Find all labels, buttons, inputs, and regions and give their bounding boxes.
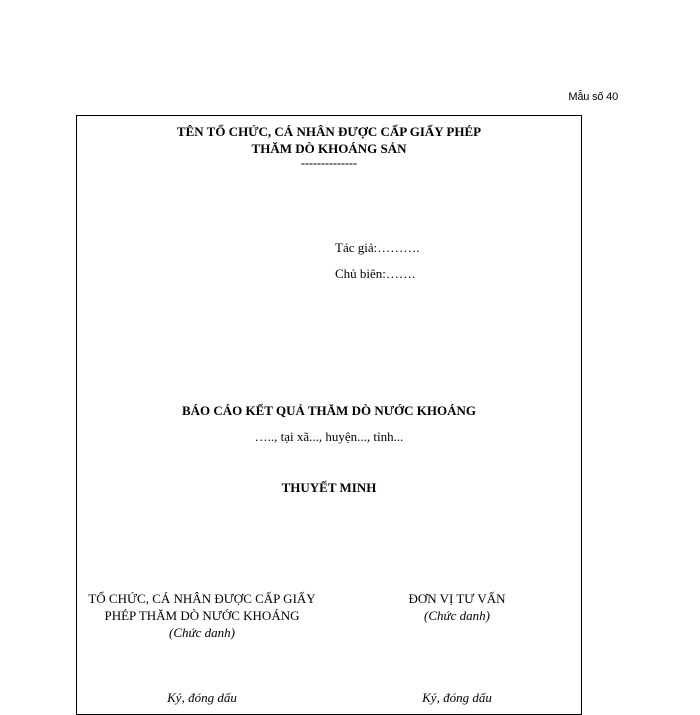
form-number: Mẫu số 40	[568, 91, 618, 103]
report-title: BÁO CÁO KẾT QUẢ THĂM DÒ NƯỚC KHOÁNG	[181, 403, 477, 418]
document-type-title: THUYẾT MINH	[281, 480, 377, 495]
author-line: Tác giả:……….	[335, 240, 420, 255]
consultant-signature-block	[377, 590, 537, 624]
consultant-title-hint: (Chức danh)	[424, 608, 490, 623]
organization-header	[77, 123, 581, 157]
licensee-name-line1: TỔ CHỨC, CÁ NHÂN ĐƯỢC CẤP GIẤY	[88, 591, 316, 606]
licensee-title-hint: (Chức danh)	[169, 625, 235, 640]
cover-page-frame	[76, 115, 582, 715]
organization-name-line2: THĂM DÒ KHOÁNG SẢN	[251, 141, 407, 156]
header-divider: --------------	[301, 156, 357, 170]
consultant-sign-hint: Ký, đóng dấu	[422, 690, 492, 705]
licensee-sign-hint: Ký, đóng dấu	[167, 690, 237, 705]
organization-name-line1: TÊN TỔ CHỨC, CÁ NHÂN ĐƯỢC CẤP GIẤY PHÉP	[176, 124, 482, 139]
consultant-name: ĐƠN VỊ TƯ VẤN	[408, 591, 506, 606]
report-location: ….., tại xã..., huyện..., tỉnh...	[254, 429, 404, 444]
chief-editor-line: Chủ biên:…….	[335, 266, 416, 281]
licensee-signature-block	[77, 590, 327, 641]
licensee-name-line2: PHÉP THĂM DÒ NƯỚC KHOÁNG	[104, 608, 300, 623]
